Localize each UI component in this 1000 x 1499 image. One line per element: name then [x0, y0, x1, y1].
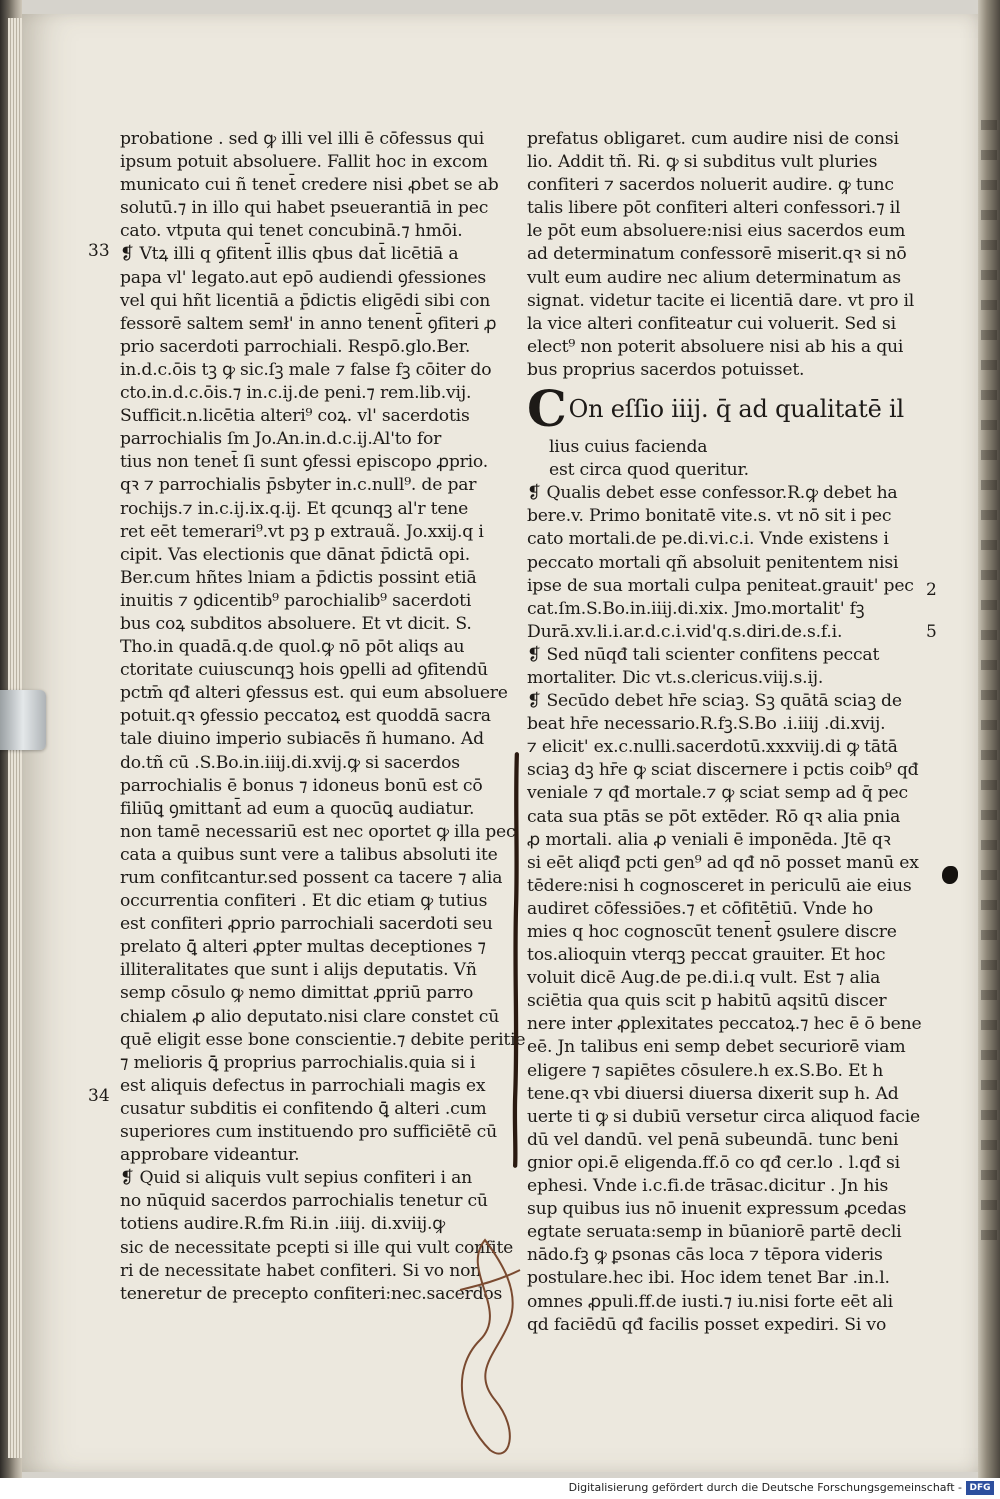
text-line: ipsum potuit absoluere. Fallit hoc in excom	[120, 152, 488, 173]
text-line: tēdere:nisi h cognosceret in periculū aie eius	[527, 875, 912, 896]
left-column	[120, 128, 526, 1306]
text-line: illiteralitates que sunt i alijs deputatis. Vñ	[120, 960, 477, 981]
text-line: sciaꝫ dꝫ hr̄e ꝙ sciat discernere i pctis coib⁹ qđ	[527, 760, 919, 781]
text-line: in.d.c.ōis tꝫ ꝙ sic.ſꝫ male ⁊ false fꝫ cōiter do	[120, 359, 492, 380]
text-line: non tamē necessariū est nec oportet ꝙ illa pec	[120, 821, 516, 842]
text-line: vel qui hñt licentiā a p̄dictis eligēdi sibi con	[120, 290, 491, 311]
text-line: ⁊ elicit' ex.c.nulli.sacerdotū.xxxviij.di ꝙ tātā	[527, 737, 898, 758]
text-line: est aliquis defectus in parrochiali magis ex	[120, 1075, 486, 1096]
text-line: filiūꝗ ꝯmittant̄ ad eum a quocūꝗ audiatur.	[120, 798, 475, 819]
heading-line: est circa quod queritur.	[549, 460, 749, 481]
text-line: inuitis ⁊ ꝯdicentib⁹ parochialib⁹ sacerdoti	[120, 590, 472, 611]
text-line: cata sua ptās se pōt extēder. Rō qꝛ alia pnia	[527, 806, 901, 827]
text-line: tius non tenet̄ ſi sunt ꝯfessi episcopo ꝓprio.	[120, 452, 489, 473]
text-line: ❡ Secūdo debet hr̄e sciaꝫ. Sꝫ quātā sciaꝫ de	[527, 691, 902, 712]
text-line: prefatus obligaret. cum audire nisi de consi	[527, 129, 899, 149]
text-line: tale diuino imperio subiacēs ñ humano. Ad	[120, 729, 484, 750]
text-line: uerte ti ꝙ si dubiū versetur circa aliquod facie	[527, 1106, 920, 1127]
text-line: probatione . sed ꝙ illi vel illi ē cōfessus qui	[120, 129, 485, 149]
text-line: pctm̄ qđ alteri ꝯfessus est. qui eum absoluere	[120, 683, 508, 704]
text-line: cato mortali.de pe.di.vi.c.i. Vnde existens i	[527, 529, 889, 550]
text-line: tos.alioquin vterqꝫ peccat grauiter. Et hoc	[527, 945, 886, 966]
text-line: semp cōsulo ꝙ nemo dimittat ꝓpriū parro	[120, 983, 474, 1004]
text-line: la vice alteri confiteatur cui voluerit. Sed si	[527, 313, 896, 334]
text-line: cusatur subditis ei confitendo ꝗ̄ alteri .cum	[120, 1098, 487, 1119]
right-column	[527, 128, 922, 1337]
text-line: ❡ Quid si aliquis vult sepius confiteri i an	[120, 1168, 472, 1189]
text-line: Sufficit.n.licētia alteri⁹ coꝝ. vl' sacerdotis	[120, 406, 470, 427]
text-line: nādo.fꝫ ꝙ ꝑsonas cās loca ⁊ tēpora videris	[527, 1245, 883, 1266]
heading-text: On eſſio iiij. q̄ ad qualitatē il	[568, 395, 904, 424]
text-line: ephesi. Vnde i.c.fi.de trāsac.dicitur . Jn his	[527, 1176, 889, 1197]
text-line: parrochialis ē bonus ⁊ idoneus bonū est cō	[120, 775, 483, 796]
text-line: ❡ Vtꝝ illi q ꝯfitent̄ illis qbus dat̄ licētiā a	[120, 244, 459, 265]
footer-credit-text: Digitalisierung gefördert durch die Deutsche Forschungsgemeinschaft -	[568, 1481, 962, 1494]
text-line: ri de necessitate habet confiteri. Si vo non	[120, 1260, 482, 1281]
text-line: cato. vtputa qui tenet concubinā.⁊ hmōi.	[120, 221, 463, 242]
next-page-text-bleed	[981, 120, 997, 1240]
text-line: chialem ꝓ alio deputato.nisi clare constet cū	[120, 1006, 500, 1027]
ink-margin-stroke	[510, 720, 522, 1200]
text-line: voluit dicē Aug.de pe.di.i.q vult. Est ⁊ alia	[527, 968, 881, 989]
text-line: sciētia qua quis scit p habitū aqsitū discer	[527, 991, 887, 1012]
ink-doodle-sign	[440, 1230, 530, 1470]
text-line: bus coꝝ subditos absoluere. Et vt dicit. S.	[120, 613, 472, 634]
text-line: confiteri ⁊ sacerdos noluerit audire. ꝙ tunc	[527, 175, 894, 196]
text-line: municato cui ñ tenet̄ credere nisi ꝓbet se ab	[120, 175, 499, 196]
section-heading	[527, 379, 917, 439]
text-line: prelato ꝗ̄ alteri ꝓpter multas deceptiones ⁊	[120, 937, 486, 958]
text-line: mortaliter. Dic vt.s.clericus.viij.s.ij.	[527, 667, 824, 688]
text-line: potuit.qꝛ ꝯfessio peccatoꝝ est quoddā sacra	[120, 706, 491, 727]
text-line: eligere ⁊ sapiētes cōsulere.h ex.S.Bo. Et h	[527, 1060, 884, 1081]
text-line: vult eum audire nec alium determinatum as	[527, 267, 901, 288]
text-line: talis libere pōt confiteri alteri confessori.⁊ il	[527, 198, 901, 219]
text-line: ❡ Sed nūqđ tali scienter confitens peccat	[527, 644, 880, 665]
text-line: ⁊ melioris ꝗ̄ proprius parrochialis.quia si i	[120, 1052, 476, 1073]
text-line: lio. Addit tñ. Ri. ꝙ si subditus vult pluries	[527, 152, 878, 173]
text-line: bus proprius sacerdos potuisset.	[527, 359, 805, 380]
text-line: ctoritate cuiuscunqꝫ hois ꝯpelli ad ꝯfitendū	[120, 660, 488, 681]
text-line: qd faciēdū qđ facilis posset expediri. Si vo	[527, 1314, 887, 1335]
text-line: prio sacerdoti parrochiali. Respō.glo.Ber.	[120, 336, 471, 357]
text-line: ret eēt temerari⁹.vt pꝫ p extrauã. Jo.xxij.q i	[120, 521, 484, 542]
ink-blot-mark	[942, 866, 958, 884]
text-line: omnes ꝓpuli.ff.de iusti.⁊ iu.nisi forte eēt ali	[527, 1291, 893, 1312]
text-line: egtate seruata:semp in būaniorē partē decli	[527, 1222, 902, 1243]
text-line: qꝛ ⁊ parrochialis p̄sbyter in.c.null⁹. de par	[120, 475, 477, 496]
text-line: cat.ſm.S.Bo.in.iiij.di.xix. Jmo.mortalit' fꝫ	[527, 598, 865, 619]
text-line: est confiteri ꝓprio parrochiali sacerdoti seu	[120, 914, 493, 935]
text-line: rum confitcantur.sed possent ca tacere ⁊ alia	[120, 868, 503, 888]
text-line: bere.v. Primo bonitatē vite.s. vt nō sit i pec	[527, 506, 892, 527]
text-line: gnior opi.ē eligenda.ff.ō co qđ cer.lo . l.qđ si	[527, 1152, 900, 1173]
text-line: ad determinatum confessorē miserit.qꝛ si nō	[527, 244, 907, 265]
text-line: parrochialis ſm Jo.An.in.d.c.ij.Al'to for	[120, 429, 442, 450]
decorated-initial: C	[527, 379, 567, 439]
text-line: le pōt eum absoluere:nisi eius sacerdos eum	[527, 221, 906, 242]
text-line: sic de necessitate pcepti si ille qui vult confite	[120, 1237, 514, 1258]
text-line: mies q hoc cognoscūt tenent̄ ꝯsulere discre	[527, 922, 897, 942]
text-line: peccato mortali qñ absoluit penitentem nisi	[527, 552, 899, 573]
text-line: ipse de sua mortali culpa peniteat.grauit' pec	[527, 575, 914, 596]
text-line: Tho.in quadā.q.de quol.ꝙ nō pōt aliqs au	[120, 637, 465, 658]
text-line: do.tñ cū .S.Bo.in.iiij.di.xvij.ꝙ si sacerdos	[120, 752, 460, 773]
dfg-logo: DFG	[966, 1481, 994, 1495]
text-line: Durā.xv.li.i.ar.d.c.i.vid'q.s.diri.de.s.f.i.	[527, 621, 843, 642]
text-line: elect⁹ non poterit absoluere nisi ab his a qui	[527, 336, 904, 357]
text-line: occurrentia confiteri . Et dic etiam ꝙ tutius	[120, 891, 488, 912]
text-line: papa vl' legato.aut epō audiendi ꝯfessiones	[120, 267, 486, 288]
text-line: rochijs.⁊ in.c.ij.ix.q.ij. Et qcunqꝫ al'r tene	[120, 498, 469, 519]
text-line: quē eligit esse bone conscientie.⁊ debite peritie	[120, 1029, 526, 1050]
text-line: tene.qꝛ vbi diuersi diuersa dixerit sup h. Ad	[527, 1083, 899, 1104]
text-line: no nūquid sacerdos parrochialis tenetur cū	[120, 1191, 488, 1212]
text-line: cto.in.d.c.ōis.⁊ in.c.ij.de peni.⁊ rem.lib.vij.	[120, 383, 472, 404]
text-line: audiret cōfessiōes.⁊ et cōfitētiū. Vnde ho	[527, 898, 874, 919]
text-line: cipit. Vas electionis que dānat p̄dictā opi.	[120, 544, 470, 565]
text-line: cata a quibus sunt vere a talibus absoluti ite	[120, 844, 498, 865]
next-page-edge	[978, 0, 1000, 1478]
text-line: fessorē saltem semł' in anno tenent̄ ꝯfiteri ꝓ	[120, 313, 497, 334]
text-line: approbare videantur.	[120, 1145, 300, 1166]
text-line: signat. videtur tacite ei licentiā dare. vt pro il	[527, 290, 915, 311]
page-clip	[0, 690, 46, 750]
text-line: superiores cum instituendo pro sufficiētē cū	[120, 1122, 497, 1143]
margin-number-34: 34	[88, 1086, 110, 1106]
text-line: eē. Jn talibus eni semp debet securiorē viam	[527, 1037, 906, 1058]
text-line: teneretur de precepto confiteri:nec.sacerdos	[120, 1283, 503, 1304]
text-line: solutū.⁊ in illo qui habet pseuerantiā in pec	[120, 198, 489, 219]
text-line: ꝓ mortali. alia ꝓ veniali ē imponēda. Jtē qꝛ	[527, 829, 891, 850]
heading-line: lius cuius facienda	[549, 437, 708, 458]
text-line: nere inter ꝓplexitates peccatoꝝ.⁊ hec ē ō bene	[527, 1014, 922, 1035]
text-line: dū vel dandū. vel penā subeundā. tunc beni	[527, 1129, 899, 1150]
text-line: postulare.hec ibi. Hoc idem tenet Bar .in.l.	[527, 1268, 890, 1289]
text-line: ❡ Qualis debet esse confessor.R.ꝙ debet ha	[527, 483, 898, 504]
text-line: si eēt aliqđ pcti gen⁹ ad qđ nō posset manū ex	[527, 852, 919, 873]
text-line: beat hr̄e necessario.R.fꝫ.S.Bo .i.iiij .di.xvij.	[527, 714, 886, 735]
text-line: Ber.cum hñtes lniam a p̄dictis possint etiā	[120, 567, 477, 588]
margin-number-2: 2	[926, 580, 937, 600]
text-line: totiens audire.R.fm Ri.in .iiij. di.xviij.ꝙ	[120, 1214, 445, 1235]
margin-number-5: 5	[926, 622, 937, 642]
text-line: veniale ⁊ qđ mortale.⁊ ꝙ sciat semp ad q̄ pec	[527, 783, 908, 804]
margin-number-33: 33	[88, 241, 110, 261]
text-line: sup quibus ius nō inuenit expressum ꝓcedas	[527, 1199, 907, 1220]
